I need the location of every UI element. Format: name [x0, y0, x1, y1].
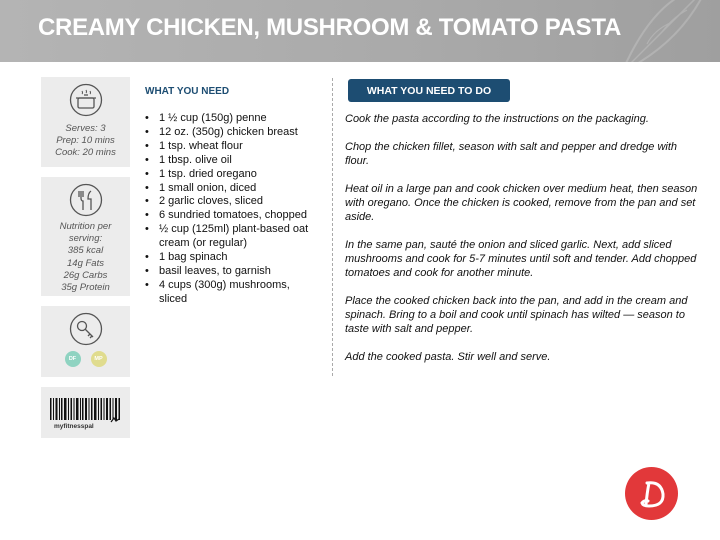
key-icon [69, 312, 103, 346]
brand-d-logo [625, 467, 678, 520]
kcal-line: 385 kcal [67, 245, 104, 257]
ingredient-item: • 1 tsp. wheat flour [145, 140, 320, 154]
cook-time-line: Cook: 20 mins [55, 147, 116, 159]
cutlery-icon [69, 183, 103, 217]
ingredient-item: • 1 tsp. dried oregano [145, 168, 320, 182]
ingredient-item: • 4 cups (300g) mushrooms, sliced [145, 279, 320, 307]
recipe-title: CREAMY CHICKEN, MUSHROOM & TOMATO PASTA [38, 14, 621, 41]
dairy-free-badge: DF [65, 351, 81, 367]
nutrition-line: serving: [68, 233, 103, 245]
prep-time-line: Prep: 10 mins [56, 135, 115, 147]
ingredient-item: • basil leaves, to garnish [145, 265, 320, 279]
ingredient-item: • 1 bag spinach [145, 251, 320, 265]
cooking-pot-icon [69, 83, 103, 117]
ingredient-item: • 1 ½ cup (150g) penne [145, 112, 320, 126]
ingredient-item: • 6 sundried tomatoes, chopped [145, 209, 320, 223]
ingredients-heading: WHAT YOU NEED [145, 86, 230, 97]
ingredient-item: • 1 small onion, diced [145, 182, 320, 196]
column-divider [332, 78, 333, 376]
letter-d-icon [635, 477, 669, 511]
myfitnesspal-label: myfitnesspal [54, 423, 94, 430]
fats-line: 14g Fats [67, 257, 104, 269]
header-banner [0, 0, 720, 62]
meal-prep-badge: MP [91, 351, 107, 367]
instructions-heading-button[interactable]: WHAT YOU NEED TO DO [348, 79, 510, 102]
instruction-step: In the same pan, sauté the onion and sliced garlic. Next, add sliced mushrooms and cook for 5-7 minutes until soft and tender. Add chopped tomatoes and cook for another minute. [345, 239, 697, 279]
instruction-step: Place the cooked chicken back into the pan, and add in the cream and spinach. Bring to a boil and cook until spinach has wilted — season to taste with salt and pepper. [345, 295, 688, 335]
carbs-line: 26g Carbs [63, 269, 108, 281]
instruction-step: Heat oil in a large pan and cook chicken over medium heat, then season with oregano. Once the chicken is cooked, remove from the pan and set aside. [345, 183, 698, 223]
serves-card [41, 77, 130, 167]
ingredient-item: • 12 oz. (350g) chicken breast [145, 126, 320, 140]
ingredient-item: • ½ cup (125ml) plant-based oat cream (or regular) [145, 223, 320, 251]
instruction-step: Add the cooked pasta. Stir well and serve. [345, 351, 551, 363]
instruction-step: Cook the pasta according to the instructions on the packaging. [345, 113, 649, 125]
serves-line: Serves: 3 [65, 123, 106, 134]
instructions-steps [345, 112, 703, 378]
nutrition-line: Nutrition per [59, 221, 112, 232]
nutrition-text [41, 221, 130, 294]
ingredient-item: • 1 tbsp. olive oil [145, 154, 320, 168]
diet-badges [41, 351, 130, 367]
diet-card [41, 306, 130, 377]
ingredient-item: • 2 garlic cloves, sliced [145, 195, 320, 209]
nutrition-card [41, 177, 130, 296]
instruction-step: Chop the chicken fillet, season with salt and pepper and dredge with flour. [345, 141, 678, 167]
barcode-card[interactable] [41, 387, 130, 438]
serves-text [41, 123, 130, 160]
ingredients-list [145, 112, 320, 307]
protein-line: 35g Protein [61, 282, 110, 294]
